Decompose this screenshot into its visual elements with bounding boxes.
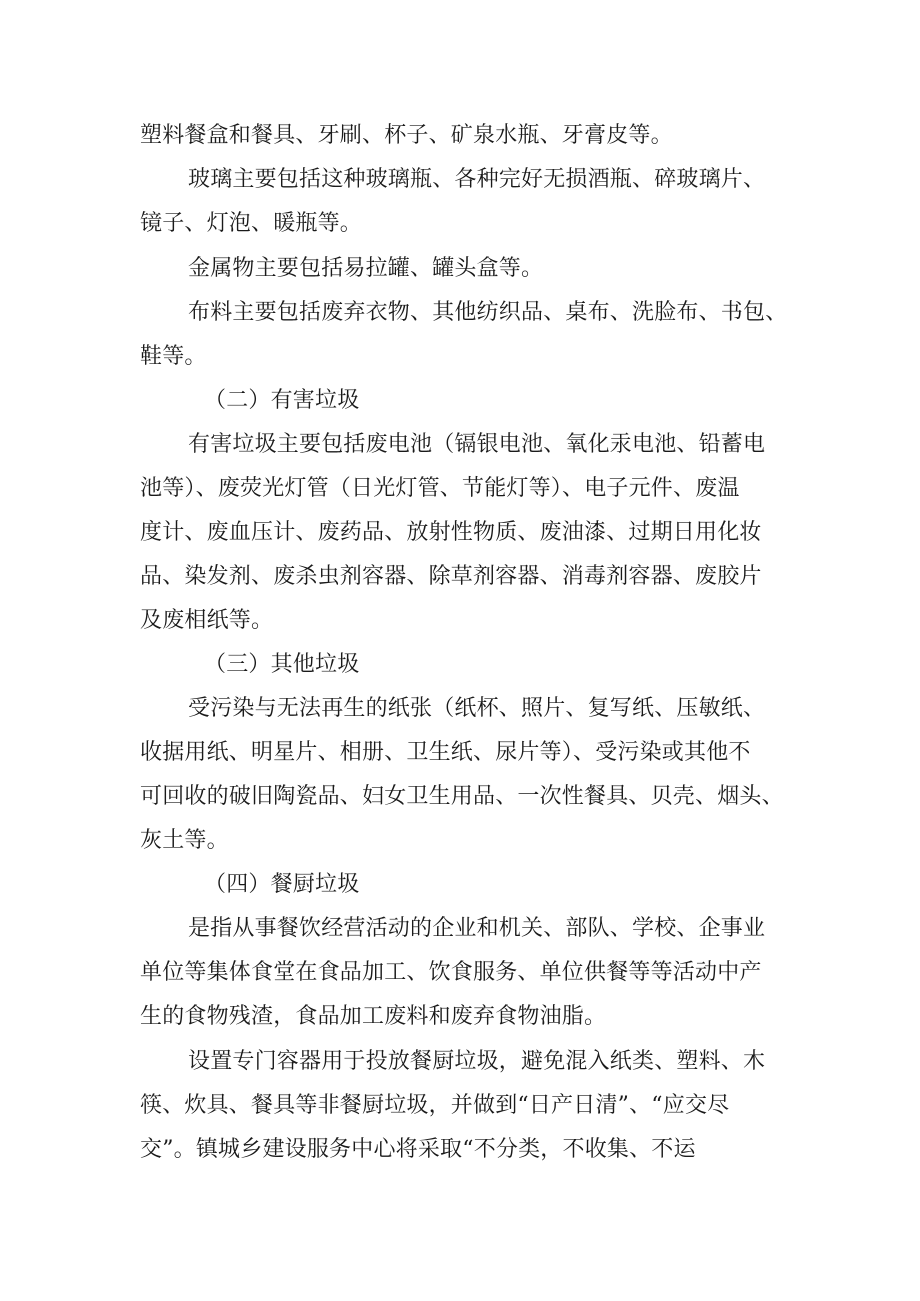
text-line: 生的食物残渣，食品加工废料和废弃食物油脂。 xyxy=(140,1004,607,1029)
text-line: 金属物主要包括易拉罐、罐头盒等。 xyxy=(188,256,544,281)
text-line: 可回收的破旧陶瓷品、妇女卫生用品、一次性餐具、贝壳、烟头、 xyxy=(140,784,784,809)
text-line: 有害垃圾主要包括废电池（镉银电池、氧化汞电池、铅蓄电 xyxy=(188,432,766,457)
text-line: 玻璃主要包括这种玻璃瓶、各种完好无损酒瓶、碎玻璃片、 xyxy=(188,167,766,192)
text-line: 筷、炊具、餐具等非餐厨垃圾，并做到“日产日清”、“应交尽 xyxy=(140,1093,730,1118)
text-line: 单位等集体食堂在食品加工、饮食服务、单位供餐等等活动中产 xyxy=(140,960,762,985)
text-line: 是指从事餐饮经营活动的企业和机关、部队、学校、企事业 xyxy=(188,916,766,941)
text-line: 鞋等。 xyxy=(140,344,207,369)
text-line: 池等）、废荧光灯管（日光灯管、节能灯等）、电子元件、废温 xyxy=(140,476,740,501)
text-line: 受污染与无法再生的纸张（纸杯、照片、复写纸、压敏纸、 xyxy=(188,696,766,721)
text-line: 交”。镇城乡建设服务中心将采取“不分类，不收集、不运 xyxy=(140,1137,696,1162)
text-line: 及废相纸等。 xyxy=(140,608,274,633)
section-heading: （四）餐厨垃圾 xyxy=(204,872,360,897)
text-line: 布料主要包括废弃衣物、其他纺织品、桌布、洗脸布、书包、 xyxy=(188,300,788,325)
section-heading: （三）其他垃圾 xyxy=(204,652,360,677)
text-line: 品、染发剂、废杀虫剂容器、除草剂容器、消毒剂容器、废胶片 xyxy=(140,564,762,589)
text-line: 收据用纸、明星片、相册、卫生纸、尿片等）、受污染或其他不 xyxy=(140,740,751,765)
text-line: 度计、废血压计、废药品、放射性物质、废油漆、过期日用化妆 xyxy=(140,520,762,545)
text-line: 灰土等。 xyxy=(140,828,229,853)
text-line: 设置专门容器用于投放餐厨垃圾，避免混入纸类、塑料、木 xyxy=(188,1049,766,1074)
text-line: 镜子、灯泡、暖瓶等。 xyxy=(140,211,363,236)
text-line: 塑料餐盒和餐具、牙刷、杯子、矿泉水瓶、牙膏皮等。 xyxy=(140,123,673,148)
section-heading: （二）有害垃圾 xyxy=(204,388,360,413)
